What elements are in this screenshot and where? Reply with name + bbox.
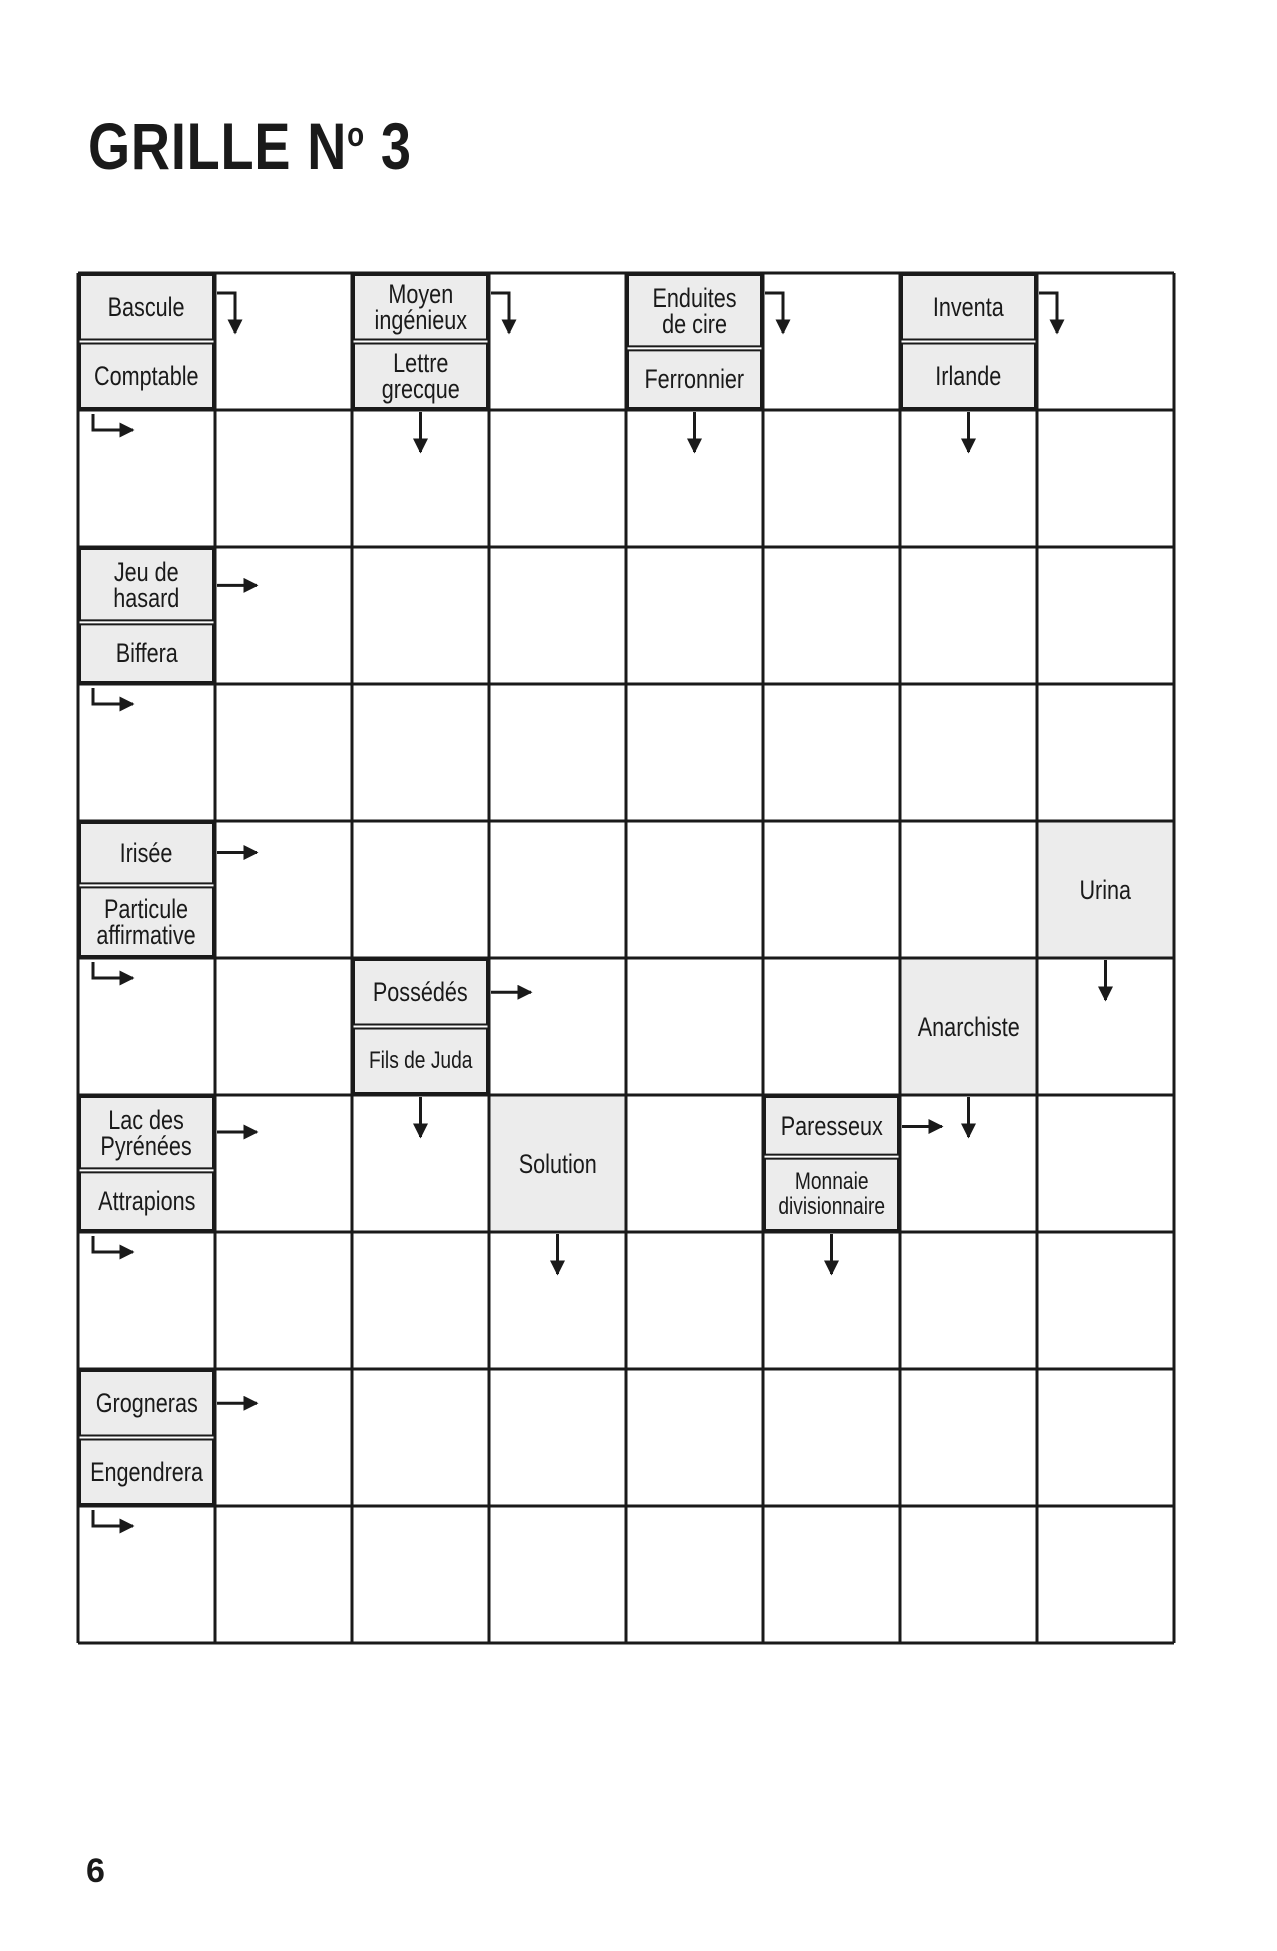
clue-line: Irlande [935, 360, 1002, 391]
clue-line: divisionnaire [778, 1193, 885, 1221]
clue-text [354, 960, 487, 1025]
clue-text [80, 549, 213, 620]
clue-line: Attrapions [97, 1186, 196, 1217]
clue-line: hasard [113, 582, 180, 613]
clue-text [489, 1095, 626, 1232]
clue-c19 [489, 1095, 626, 1232]
clue-c13 [1037, 821, 1174, 958]
clue-line: Irisée [120, 838, 173, 869]
clue-text [80, 275, 213, 340]
clue-c3 [354, 275, 487, 340]
clue-line: Lettre [392, 347, 449, 378]
clue-line: Engendrera [90, 1456, 203, 1487]
arrow-bend-down [765, 293, 783, 333]
clue-line: Biffera [115, 638, 178, 669]
clue-c4 [354, 344, 487, 409]
clue-text [902, 275, 1035, 340]
clue-text [80, 887, 213, 956]
clue-text [765, 1097, 898, 1155]
clue-line: Pyrénées [100, 1130, 193, 1161]
clue-c21 [765, 1159, 898, 1230]
clue-line: Paresseux [780, 1110, 883, 1141]
clue-line: Bascule [108, 292, 185, 323]
arrow-bend-right [93, 962, 133, 978]
arrow-bend-down [1039, 293, 1057, 333]
clue-line: Particule [104, 893, 189, 924]
clue-text [80, 823, 213, 883]
clue-line: Monnaie [794, 1168, 869, 1196]
clue-text [80, 1172, 213, 1230]
clue-text [80, 1371, 213, 1436]
clue-text [354, 275, 487, 340]
clue-c9 [80, 549, 213, 620]
clue-line: grecque [381, 373, 460, 404]
clue-line: Solution [518, 1148, 597, 1179]
arrow-bend-right [93, 688, 133, 704]
clue-line: Ferronnier [644, 364, 745, 395]
clue-c23 [80, 1440, 213, 1505]
page-title: GRILLE $N^o$ 3 [88, 109, 412, 183]
page-number: 6 [86, 1852, 105, 1890]
clue-line: Inventa [933, 292, 1004, 323]
clue-text [354, 1029, 487, 1094]
clue-line: Comptable [94, 360, 199, 391]
clue-line: Urina [1079, 874, 1132, 905]
clue-line: Possédés [373, 977, 468, 1008]
clue-text [628, 275, 761, 346]
clue-text [80, 624, 213, 682]
clue-c20 [765, 1097, 898, 1155]
clue-c18 [80, 1172, 213, 1230]
arrow-bend-down [491, 293, 509, 333]
clue-line: affirmative [96, 919, 197, 950]
clue-text [902, 344, 1035, 409]
clue-c12 [80, 887, 213, 956]
clue-line: Fils de Juda [368, 1047, 473, 1075]
clue-c22 [80, 1371, 213, 1436]
clue-line: Moyen [388, 279, 453, 310]
clue-line: Grogneras [95, 1388, 198, 1419]
clue-c10 [80, 624, 213, 682]
arrow-bend-right [93, 414, 133, 430]
clue-c11 [80, 823, 213, 883]
clue-line: Jeu de [114, 556, 179, 587]
clue-c2 [80, 344, 213, 409]
clue-c7 [902, 275, 1035, 340]
clue-text [80, 1440, 213, 1505]
clue-text [765, 1159, 898, 1230]
clue-line: Enduites [652, 282, 737, 313]
clue-text [354, 344, 487, 409]
clue-c8 [902, 344, 1035, 409]
clue-c1 [80, 275, 213, 340]
clue-c6 [628, 350, 761, 408]
clue-line: de cire [662, 308, 727, 339]
clue-text [628, 350, 761, 408]
clue-line: ingénieux [374, 305, 467, 336]
arrow-bend-right [93, 1510, 133, 1526]
arrow-bend-right [93, 1236, 133, 1252]
clue-line: Anarchiste [917, 1011, 1020, 1042]
clue-c15 [354, 1029, 487, 1094]
clue-text [80, 1097, 213, 1168]
clue-c16 [900, 958, 1037, 1095]
clue-text [1037, 821, 1174, 958]
arrow-bend-down [217, 293, 235, 333]
clue-text [900, 958, 1037, 1095]
clue-c5 [628, 275, 761, 346]
clue-c17 [80, 1097, 213, 1168]
clue-c14 [354, 960, 487, 1025]
clue-line: Lac des [108, 1104, 185, 1135]
clue-text [80, 344, 213, 409]
